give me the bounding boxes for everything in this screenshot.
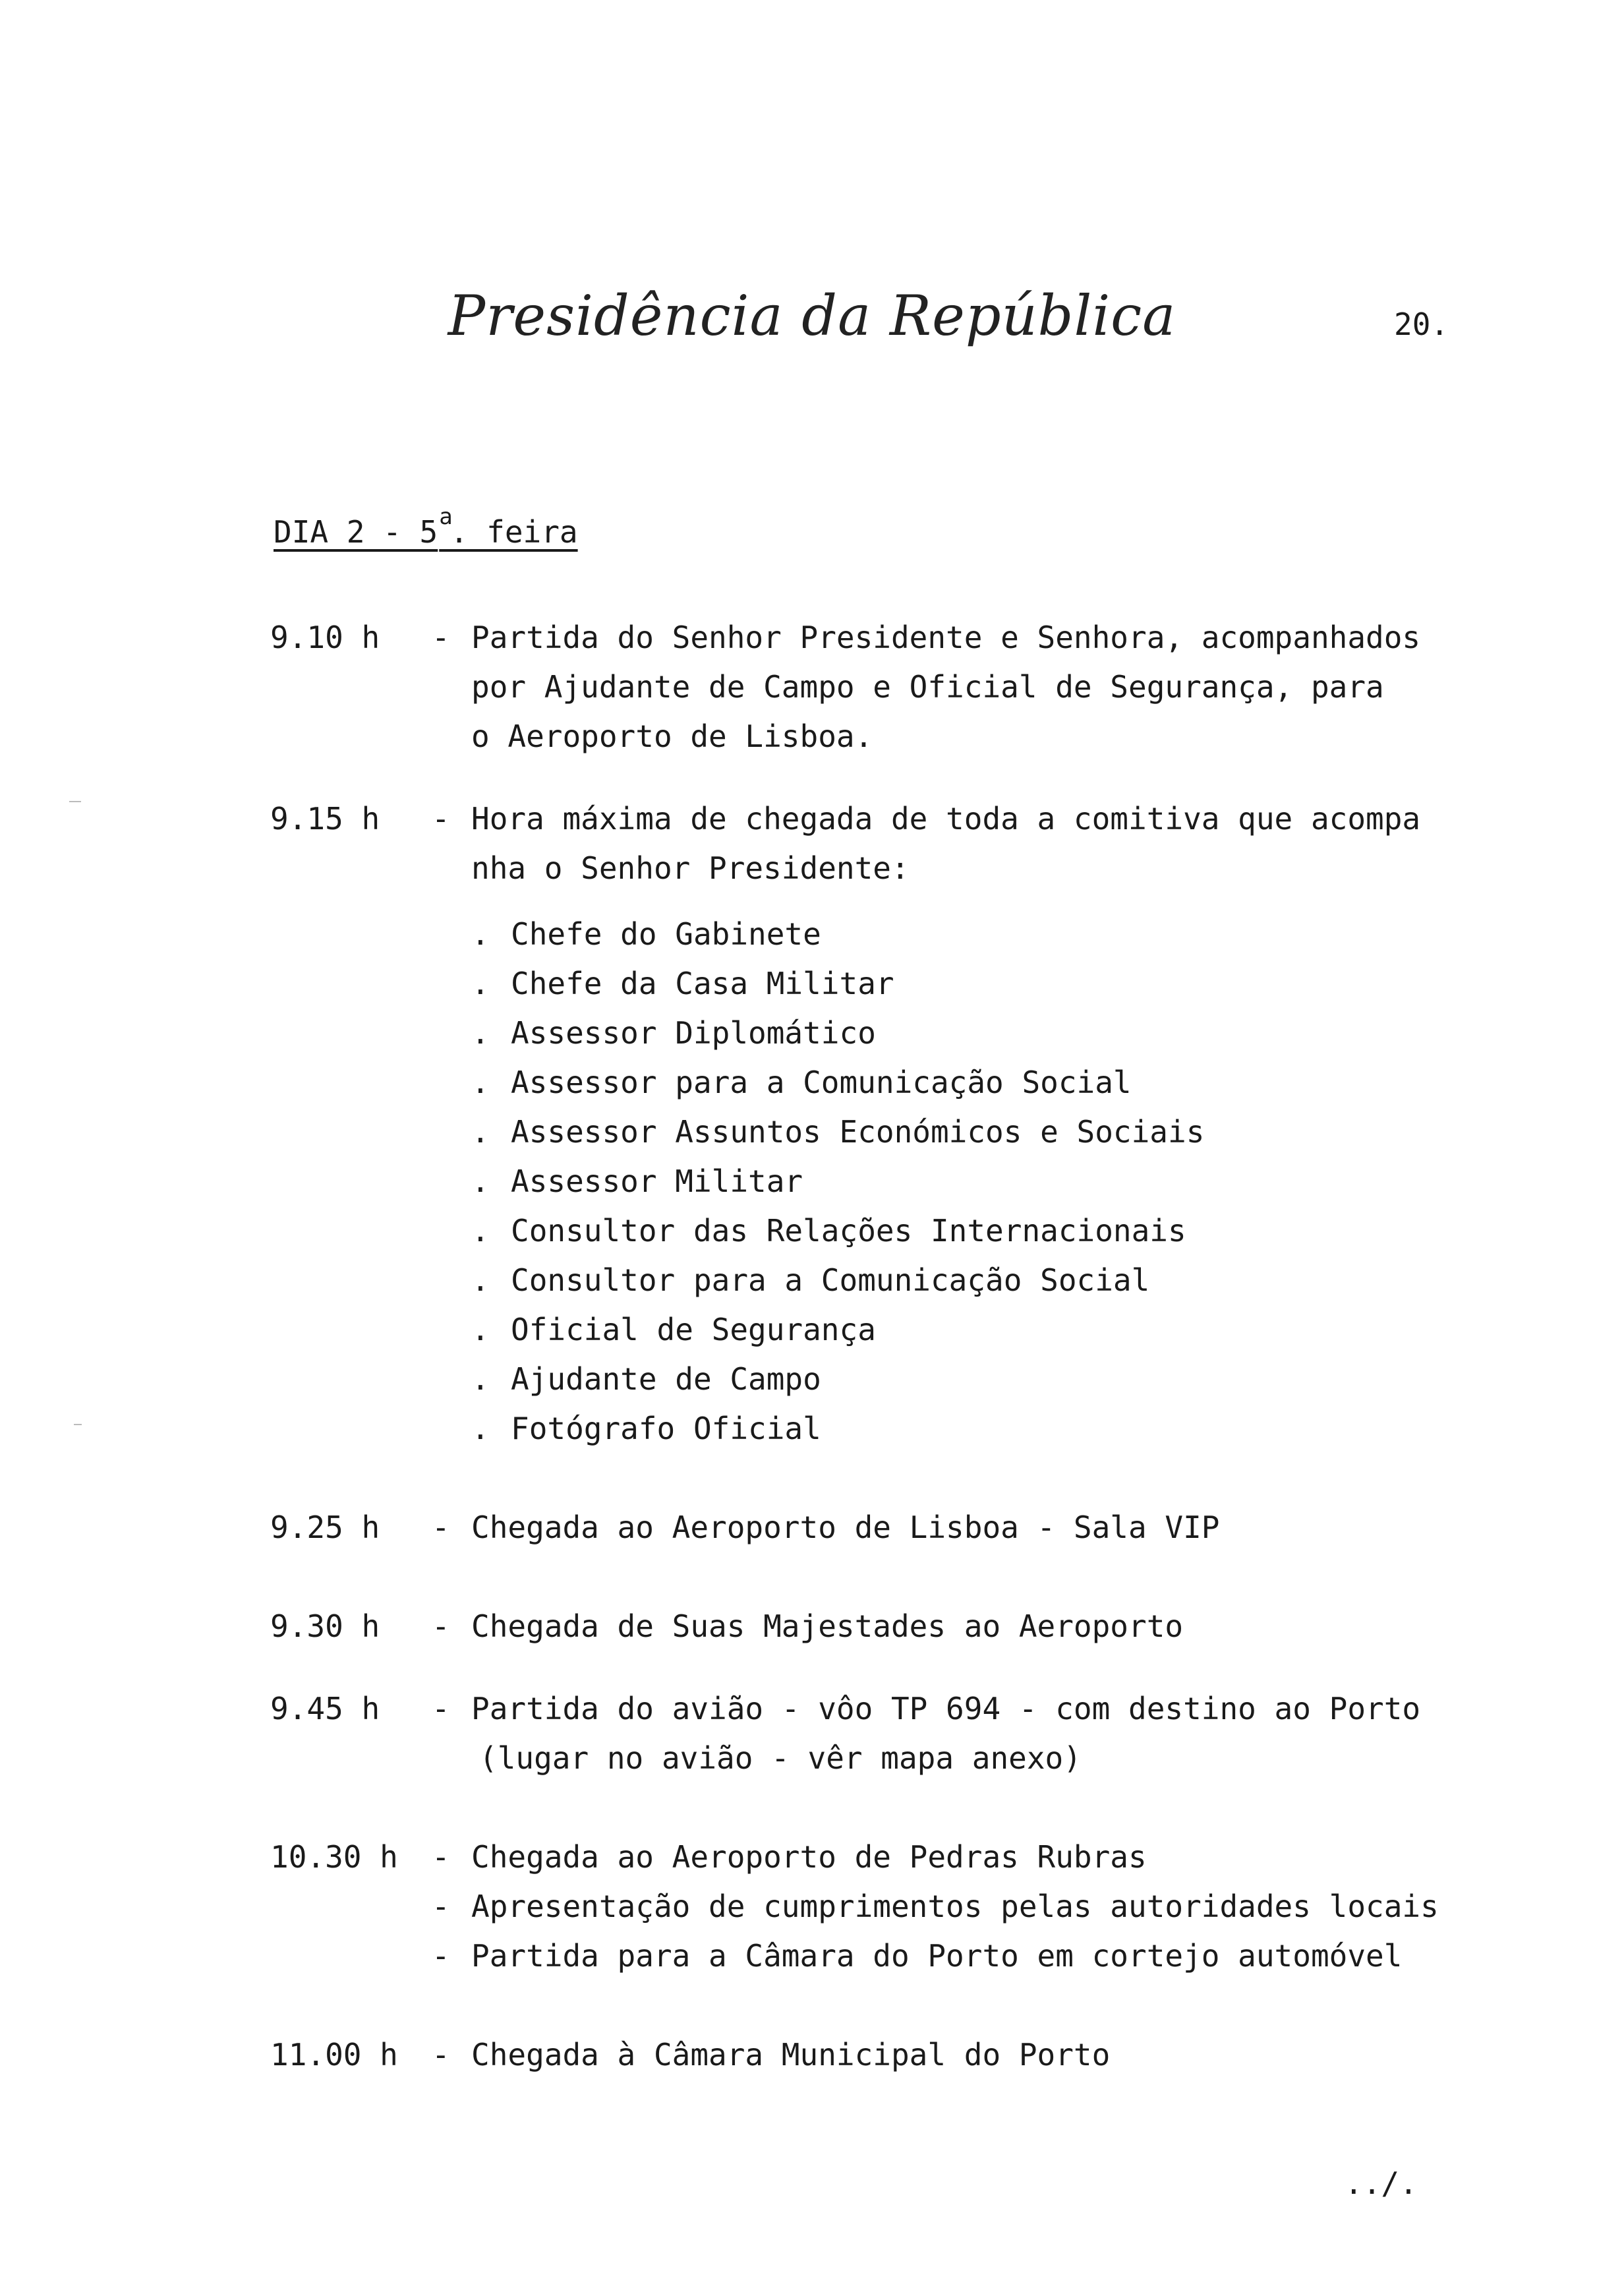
schedule-entry bbox=[0, 2030, 1624, 2080]
entry-line: Chegada ao Aeroporto de Pedras Rubras bbox=[471, 1839, 1147, 1875]
schedule-entry bbox=[0, 1931, 1624, 1981]
list-item-text: Consultor para a Comunicação Social bbox=[511, 1262, 1150, 1298]
schedule-entry bbox=[0, 1684, 1624, 1783]
schedule bbox=[0, 613, 1624, 2080]
entry-dash: - bbox=[432, 1839, 450, 1875]
list-item-text: Assessor Militar bbox=[511, 1163, 803, 1199]
entry-line: Partida do avião - vôo TP 694 - com destino ao Porto bbox=[471, 1691, 1421, 1726]
entry-time: 9.15 h bbox=[270, 801, 380, 837]
list-item: . Consultor para a Comunicação Social bbox=[471, 1262, 1150, 1298]
letterhead: Presidência da República bbox=[448, 283, 1176, 348]
list-item-text: Chefe da Casa Militar bbox=[511, 966, 894, 1001]
schedule-entry bbox=[0, 1503, 1624, 1552]
entourage-list bbox=[471, 910, 1624, 1454]
list-item: . Chefe do Gabinete bbox=[471, 916, 821, 952]
day-heading-prefix: DIA 2 - 5 bbox=[274, 514, 438, 550]
list-item-text: Consultor das Relações Internacionais bbox=[511, 1213, 1186, 1249]
list-item: . Assessor para a Comunicação Social bbox=[471, 1065, 1132, 1100]
entry-dash: - bbox=[432, 801, 450, 837]
entry-dash: - bbox=[432, 1510, 450, 1545]
entry-line: Chegada à Câmara Municipal do Porto bbox=[471, 2037, 1111, 2073]
entry-line: Apresentação de cumprimentos pelas autoridades locais bbox=[471, 1889, 1439, 1924]
list-item-text: Fotógrafo Oficial bbox=[511, 1411, 821, 1446]
list-item: . Assessor Diplomático bbox=[471, 1015, 876, 1051]
entry-time: 10.30 h bbox=[270, 1839, 398, 1875]
continuation-mark: ../. bbox=[1345, 2165, 1418, 2201]
day-heading-superscript: a bbox=[439, 504, 453, 530]
list-item: . Consultor das Relações Internacionais bbox=[471, 1213, 1186, 1249]
list-item: . Fotógrafo Oficial bbox=[471, 1411, 821, 1446]
entry-time: 9.45 h bbox=[270, 1691, 380, 1726]
entry-dash: - bbox=[432, 1938, 450, 1974]
entry-line: nha o Senhor Presidente: bbox=[471, 850, 910, 886]
schedule-entry bbox=[0, 1602, 1624, 1651]
entry-line: o Aeroporto de Lisboa. bbox=[471, 719, 873, 754]
entry-time: 9.30 h bbox=[270, 1608, 380, 1644]
entry-line: (lugar no avião - vêr mapa anexo) bbox=[479, 1740, 1082, 1776]
entry-line: Hora máxima de chegada de toda a comitiva que acompa bbox=[471, 801, 1421, 837]
day-heading bbox=[274, 504, 578, 550]
schedule-entry bbox=[0, 1833, 1624, 1882]
entry-line: Partida para a Câmara do Porto em cortejo automóvel bbox=[471, 1938, 1403, 1974]
list-item: . Oficial de Segurança bbox=[471, 1312, 876, 1347]
entry-line: Partida do Senhor Presidente e Senhora, acompanhados bbox=[471, 620, 1421, 655]
entry-dash: - bbox=[432, 1608, 450, 1644]
schedule-entry bbox=[0, 1882, 1624, 1931]
entry-line: Chegada ao Aeroporto de Lisboa - Sala VIP bbox=[471, 1510, 1220, 1545]
entry-line: Chegada de Suas Majestades ao Aeroporto bbox=[471, 1608, 1184, 1644]
schedule-entry bbox=[0, 794, 1624, 893]
entry-dash: - bbox=[432, 2037, 450, 2073]
entry-dash: - bbox=[432, 1691, 450, 1726]
list-item-text: Assessor para a Comunicação Social bbox=[511, 1065, 1132, 1100]
list-item: . Assessor Militar bbox=[471, 1163, 803, 1199]
day-heading-suffix: . feira bbox=[450, 514, 578, 550]
entry-dash: - bbox=[432, 1889, 450, 1924]
list-item: . Assessor Assuntos Económicos e Sociais bbox=[471, 1114, 1205, 1150]
list-item: . Ajudante de Campo bbox=[471, 1361, 821, 1397]
list-item-text: Assessor Diplomático bbox=[511, 1015, 876, 1051]
list-item-text: Ajudante de Campo bbox=[511, 1361, 821, 1397]
entry-line: por Ajudante de Campo e Oficial de Segurança, para bbox=[471, 669, 1384, 705]
page-number: 20. bbox=[1394, 307, 1449, 342]
list-item-text: Chefe do Gabinete bbox=[511, 916, 821, 952]
list-item-text: Assessor Assuntos Económicos e Sociais bbox=[511, 1114, 1205, 1150]
scan-speck bbox=[69, 801, 81, 802]
entry-dash: - bbox=[432, 620, 450, 655]
scan-speck bbox=[74, 1424, 82, 1425]
entry-time: 9.10 h bbox=[270, 620, 380, 655]
entry-time: 9.25 h bbox=[270, 1510, 380, 1545]
list-item: . Chefe da Casa Militar bbox=[471, 966, 894, 1001]
schedule-entry bbox=[0, 613, 1624, 761]
entry-time: 11.00 h bbox=[270, 2037, 398, 2073]
list-item-text: Oficial de Segurança bbox=[511, 1312, 876, 1347]
